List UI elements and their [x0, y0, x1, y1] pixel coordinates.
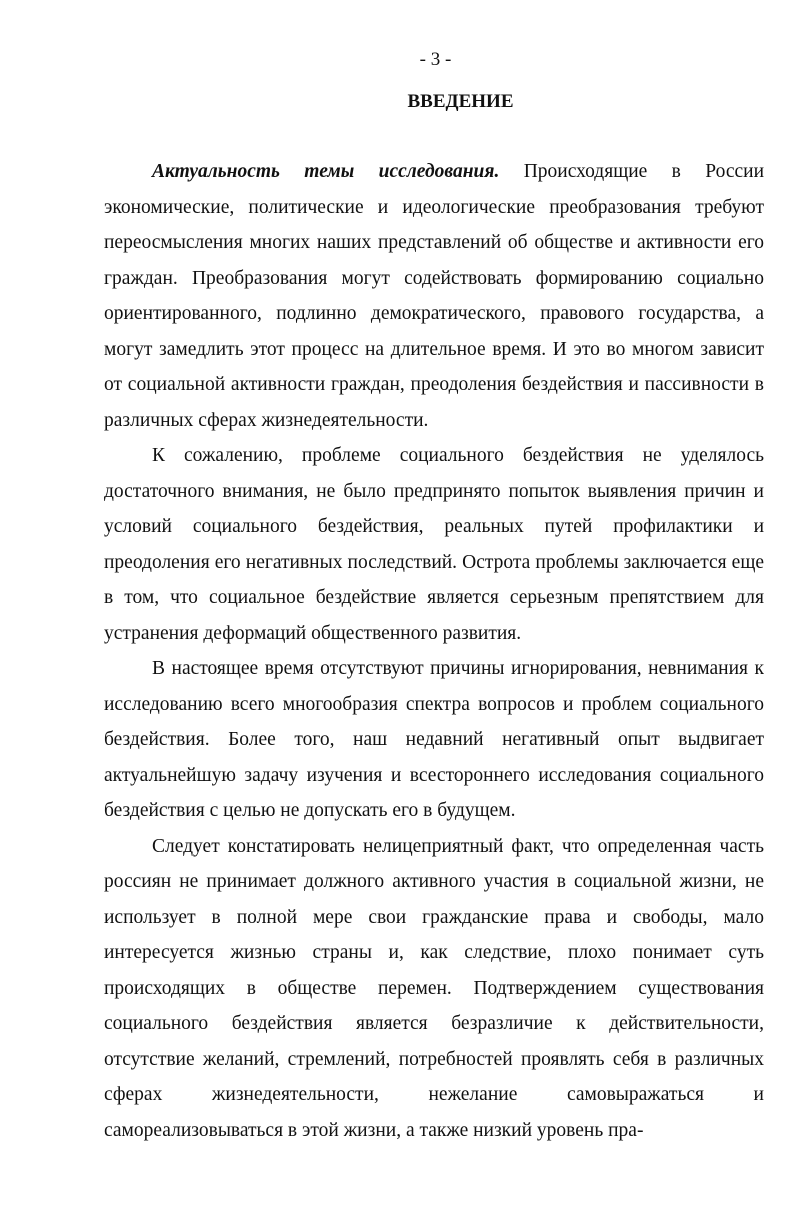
- body-text: [104, 154, 764, 1148]
- paragraph-relevance: [104, 154, 764, 438]
- section-heading: ВВЕДЕНИЕ: [407, 91, 514, 112]
- paragraph: Следует констатировать нелицеприятный факт, что определенная часть россиян не принимает должного активного участия в социальной жизни, не использует в полной мере свои гражданские права и свободы, мало интересуется жизнью страны и, как следствие, плохо понимает суть происходящих в обществе перемен. Подтверждением существования социального бездействия является безразличие к действительности, отсутствие желаний, стремлений, потребностей проявлять себя в различных сферах жизнедеятельности, нежелание самовыражаться и самореализовываться в этой жизни, а также низкий уровень пра-: [104, 835, 764, 1141]
- page-number: - 3 -: [419, 49, 452, 70]
- paragraph-text: Происходящие в России экономические, политические и идеологические преобразования требуют переосмысления многих наших представлений об обществе и активности его граждан. Преобразования могут содействовать формированию социально ориентированного, подлинно демократического, правового государства, а могут замедлить этот процесс на длительное время. И это во многом зависит от социальной активности граждан, преодоления бездействия и пассивности в различных сферах жизнедеятельности.: [104, 161, 765, 431]
- paragraph: В настоящее время отсутствуют причины игнорирования, невнимания к исследованию всего многообразия спектра вопросов и проблем социального бездействия. Более того, наш недавний негативный опыт выдвигает актуальнейшую задачу изучения и всестороннего исследования социального бездействия с целью не допускать его в будущем.: [104, 658, 764, 821]
- paragraph-lead: Актуальность темы исследования.: [152, 161, 500, 182]
- paragraph: К сожалению, проблеме социального бездействия не уделялось достаточного внимания, не было предпринято попыток выявления причин и условий социального бездействия, реальных путей профилактики и преодоления его негативных последствий. Острота проблемы заключается еще в том, что социальное бездействие является серьезным препятствием для устранения деформаций общественного развития.: [104, 445, 764, 644]
